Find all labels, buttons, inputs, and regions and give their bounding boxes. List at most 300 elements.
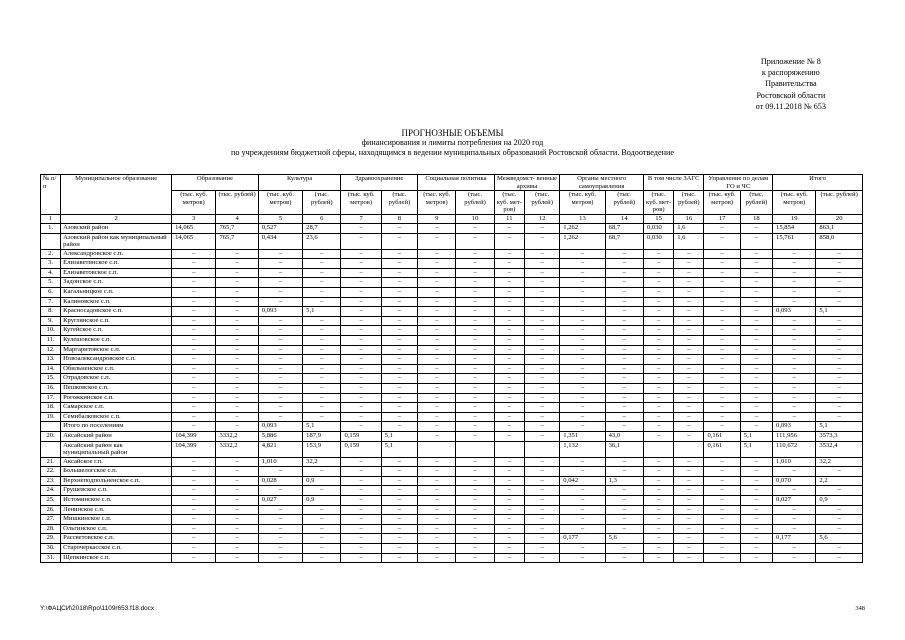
value-cell: – [643,345,673,355]
value-cell: 0,161 [704,441,740,457]
value-cell: – [418,374,456,384]
value-cell: – [740,259,772,269]
table-row [41,326,863,336]
value-cell: – [456,233,494,249]
value-cell: – [381,543,417,553]
value-cell: – [560,403,605,413]
value-cell: – [560,268,605,278]
value-cell: – [341,422,381,432]
value-cell: – [494,486,524,496]
value-cell: – [494,515,524,525]
value-cell: – [216,553,258,563]
municipality-name: Аксайский район [61,431,172,441]
table-row [41,543,863,553]
column-number: 12 [524,214,559,224]
value-cell: – [560,288,605,298]
value-cell: – [704,403,740,413]
value-cell: – [216,345,258,355]
value-cell: – [303,374,341,384]
value-cell: – [643,336,673,346]
value-cell: – [216,364,258,374]
value-cell: – [341,515,381,525]
value-cell: – [560,307,605,317]
value-cell: – [418,316,456,326]
value-cell: – [381,422,417,432]
value-cell: – [643,422,673,432]
value-cell: 68,7 [605,233,643,249]
value-cell: – [456,515,494,525]
table-row [41,233,863,249]
document-subtitle: финансирования и лимиты потребления на 2020 год [361,138,544,147]
value-cell: – [456,326,494,336]
value-cell: – [643,524,673,534]
value-cell: – [456,457,494,467]
value-cell: – [524,553,559,563]
value-cell: – [172,374,216,384]
value-cell: – [674,467,704,477]
value-cell: – [418,524,456,534]
table-row [41,431,863,441]
row-number: 13. [41,355,61,365]
value-cell: – [704,486,740,496]
value-cell: – [816,515,863,525]
value-cell: – [258,524,302,534]
value-cell: – [418,288,456,298]
value-cell: – [560,278,605,288]
value-cell: – [773,297,816,307]
value-cell: 1,010 [773,457,816,467]
document-subtitle: по учреждениям бюджетной сферы, находящимся в ведении муниципальных образований Ростовской области. Водоотведение [231,148,674,157]
value-cell: – [341,268,381,278]
value-cell: – [216,355,258,365]
unit-header-volume: (тыс. куб. метров) [704,191,740,215]
value-cell: – [524,297,559,307]
table-row [41,249,863,259]
value-cell: – [740,345,772,355]
row-number: 28. [41,524,61,534]
value-cell: – [643,249,673,259]
value-cell: 1,132 [560,441,605,457]
value-cell: – [560,249,605,259]
table-row [41,345,863,355]
value-cell: 765,7 [216,224,258,234]
value-cell: – [740,515,772,525]
value-cell: – [740,412,772,422]
row-number: 21. [41,457,61,467]
value-cell: – [524,345,559,355]
value-cell: – [381,553,417,563]
value-cell: 5,1 [381,431,417,441]
value-cell: – [773,393,816,403]
value-cell: – [524,268,559,278]
value-cell: – [172,524,216,534]
value-cell: 1,010 [258,457,302,467]
value-cell: – [524,457,559,467]
value-cell: – [605,336,643,346]
value-cell: – [172,476,216,486]
value-cell: – [341,297,381,307]
value-cell: – [524,316,559,326]
value-cell: – [704,233,740,249]
value-cell: – [740,316,772,326]
value-cell: – [456,336,494,346]
unit-header-volume: (тыс. куб. мет- ров) [643,191,673,215]
value-cell: – [172,495,216,505]
table-row [41,457,863,467]
row-number: 16. [41,384,61,394]
value-cell: – [456,288,494,298]
value-cell: 1,262 [560,224,605,234]
value-cell: 0,093 [773,422,816,432]
value-cell: – [494,233,524,249]
value-cell: – [341,364,381,374]
value-cell: – [816,553,863,563]
value-cell: – [418,307,456,317]
value-cell: – [216,467,258,477]
value-cell: – [773,543,816,553]
value-cell: – [773,326,816,336]
value-cell: – [773,515,816,525]
value-cell: – [341,336,381,346]
value-cell: – [456,374,494,384]
value-cell: – [418,278,456,288]
value-cell: – [172,297,216,307]
value-cell: – [494,553,524,563]
value-cell: – [524,543,559,553]
value-cell: – [172,422,216,432]
value-cell: – [740,495,772,505]
value-cell: – [258,384,302,394]
value-cell: – [643,316,673,326]
unit-header-volume: (тыс. куб. метров) [341,191,381,215]
value-cell: – [172,467,216,477]
unit-header-volume: (тыс. куб. метров) [172,191,216,215]
value-cell: 5,1 [303,422,341,432]
value-cell: – [216,307,258,317]
value-cell: – [674,364,704,374]
value-cell: – [643,505,673,515]
value-cell: – [381,355,417,365]
value-cell: – [456,345,494,355]
value-cell: – [605,422,643,432]
column-group-header: Межведомст- венные архивы [494,175,560,191]
value-cell: – [494,224,524,234]
value-cell: – [341,374,381,384]
value-cell: – [418,393,456,403]
municipality-name: Круглянское с.п. [61,316,172,326]
value-cell: – [216,543,258,553]
value-cell: – [456,364,494,374]
municipality-name: Задонское с.п. [61,278,172,288]
value-cell: – [172,412,216,422]
value-cell [524,441,559,457]
table-row [41,403,863,413]
value-cell: – [172,364,216,374]
value-cell: – [605,297,643,307]
value-cell: – [605,384,643,394]
value-cell: – [816,467,863,477]
value-cell: – [341,543,381,553]
value-cell: – [740,374,772,384]
value-cell: – [560,495,605,505]
value-cell: – [172,534,216,544]
value-cell: – [341,316,381,326]
value-cell: – [381,345,417,355]
value-cell: – [560,486,605,496]
value-cell: 5,6 [816,534,863,544]
appendix-line: к распоряжению [761,68,820,78]
value-cell: – [816,249,863,259]
value-cell: – [494,543,524,553]
value-cell: – [816,288,863,298]
value-cell: – [456,467,494,477]
value-cell: – [816,259,863,269]
value-cell: – [674,326,704,336]
value-cell: – [560,515,605,525]
value-cell: – [704,495,740,505]
row-number: 3. [41,259,61,269]
value-cell: – [381,524,417,534]
value-cell: – [605,403,643,413]
value-cell: – [341,553,381,563]
value-cell: – [216,336,258,346]
column-number: 5 [258,214,302,224]
value-cell: – [216,515,258,525]
value-cell: – [605,326,643,336]
value-cell: – [216,259,258,269]
value-cell: – [216,326,258,336]
value-cell: – [172,355,216,365]
value-cell: – [740,393,772,403]
value-cell: 0,030 [643,224,673,234]
value-cell: 765,7 [216,233,258,249]
value-cell: – [524,476,559,486]
municipality-name: Азовский район [61,224,172,234]
value-cell: – [524,259,559,269]
value-cell: – [605,307,643,317]
value-cell: – [456,495,494,505]
value-cell: 15,761 [773,233,816,249]
value-cell: – [674,278,704,288]
value-cell: – [258,486,302,496]
value-cell: – [303,543,341,553]
value-cell: – [643,268,673,278]
municipality-name: Отрадовское с.п. [61,374,172,384]
value-cell: – [456,431,494,441]
value-cell: – [418,259,456,269]
value-cell: – [381,336,417,346]
municipality-name: Обильненское с.п. [61,364,172,374]
value-cell: – [524,384,559,394]
unit-header-money: (тыс. рублей) [674,191,704,215]
value-cell [674,441,704,457]
value-cell: – [456,307,494,317]
value-cell: – [704,553,740,563]
value-cell: – [643,486,673,496]
unit-header-volume: (тыс. куб. мет- ров) [494,191,524,215]
value-cell: – [258,278,302,288]
value-cell: – [303,288,341,298]
value-cell: – [216,412,258,422]
value-cell: – [674,534,704,544]
row-number [41,441,61,457]
value-cell: – [341,393,381,403]
value-cell: – [643,393,673,403]
municipality-name: Аксайское г.п. [61,457,172,467]
value-cell: – [456,524,494,534]
value-cell: – [494,268,524,278]
municipality-name: Щепкинское с.п. [61,553,172,563]
value-cell: – [740,224,772,234]
value-cell: – [560,422,605,432]
value-cell: 32,2 [816,457,863,467]
value-cell: – [773,374,816,384]
table-row [41,336,863,346]
value-cell: – [418,249,456,259]
value-cell: – [418,505,456,515]
value-cell: – [172,268,216,278]
value-cell: – [341,524,381,534]
value-cell: 14,065 [172,233,216,249]
value-cell: – [704,316,740,326]
value-cell: – [216,374,258,384]
value-cell: 3332,2 [216,441,258,457]
value-cell: 5,1 [740,441,772,457]
table-row [41,393,863,403]
value-cell: – [381,249,417,259]
value-cell: 0,434 [258,233,302,249]
value-cell: – [524,403,559,413]
value-cell: 3573,3 [816,431,863,441]
municipality-name: Красносадовское с.п. [61,307,172,317]
value-cell: – [258,297,302,307]
value-cell: 0,027 [773,495,816,505]
value-cell: – [560,355,605,365]
value-cell: – [494,326,524,336]
value-cell: – [494,374,524,384]
value-cell: – [740,457,772,467]
value-cell: – [381,268,417,278]
table-row [41,374,863,384]
value-cell: – [674,336,704,346]
municipality-name: Итого по поселениям [61,422,172,432]
value-cell: 0,527 [258,224,302,234]
value-cell: 23,6 [303,233,341,249]
unit-header-volume: (тыс. куб. метров) [773,191,816,215]
column-group-header: Итого [773,175,863,191]
value-cell: – [560,364,605,374]
value-cell: – [456,486,494,496]
row-number: 18. [41,403,61,413]
value-cell: – [740,384,772,394]
value-cell: – [303,278,341,288]
value-cell: – [303,355,341,365]
table-row [41,259,863,269]
value-cell: – [216,486,258,496]
table-row [41,288,863,298]
value-cell: – [704,476,740,486]
value-cell: – [341,233,381,249]
value-cell: – [605,316,643,326]
table-row [41,534,863,544]
value-cell: – [740,476,772,486]
value-cell: – [560,553,605,563]
value-cell: – [816,384,863,394]
value-cell: – [418,412,456,422]
value-cell: – [341,476,381,486]
value-cell [418,441,456,457]
value-cell: – [643,403,673,413]
column-group-header: Образование [172,175,259,191]
value-cell: – [773,384,816,394]
value-cell: – [524,288,559,298]
value-cell: – [674,457,704,467]
value-cell: – [381,515,417,525]
column-number: 8 [381,214,417,224]
unit-header-money: (тыс. рублей) [740,191,772,215]
value-cell: – [418,326,456,336]
value-cell: – [258,355,302,365]
value-cell: – [418,422,456,432]
value-cell: – [341,249,381,259]
table-row [41,307,863,317]
value-cell: – [341,534,381,544]
value-cell: – [303,297,341,307]
value-cell: – [258,326,302,336]
value-cell: – [605,268,643,278]
value-cell: – [456,393,494,403]
value-cell: – [704,543,740,553]
value-cell: – [172,307,216,317]
value-cell: – [643,374,673,384]
value-cell: – [704,307,740,317]
value-cell: – [524,278,559,288]
value-cell: – [303,403,341,413]
column-number-row [41,214,863,224]
value-cell: – [303,553,341,563]
value-cell: – [418,384,456,394]
value-cell: – [494,412,524,422]
value-cell: – [674,307,704,317]
appendix-line: от 09.11.2018 № 653 [755,101,826,111]
value-cell: – [740,297,772,307]
value-cell: – [674,355,704,365]
row-number [41,233,61,249]
table-row [41,467,863,477]
row-number: 10. [41,326,61,336]
value-cell: 2,2 [816,476,863,486]
value-cell: – [341,467,381,477]
value-cell: – [704,524,740,534]
value-cell: – [773,288,816,298]
value-cell: – [560,384,605,394]
appendix-line: Приложение № 8 [760,57,821,66]
value-cell: 0,9 [303,476,341,486]
value-cell: – [674,476,704,486]
value-cell: 0,030 [643,233,673,249]
value-cell: – [674,249,704,259]
value-cell: – [643,534,673,544]
unit-header-money: (тыс. рублей) [605,191,643,215]
table-row [41,297,863,307]
municipality-name: Грушевское с.п. [61,486,172,496]
value-cell: – [418,268,456,278]
value-cell: – [524,467,559,477]
value-cell: – [494,278,524,288]
value-cell: – [674,403,704,413]
value-cell: – [418,553,456,563]
municipality-name: Кулешовское с.п. [61,336,172,346]
